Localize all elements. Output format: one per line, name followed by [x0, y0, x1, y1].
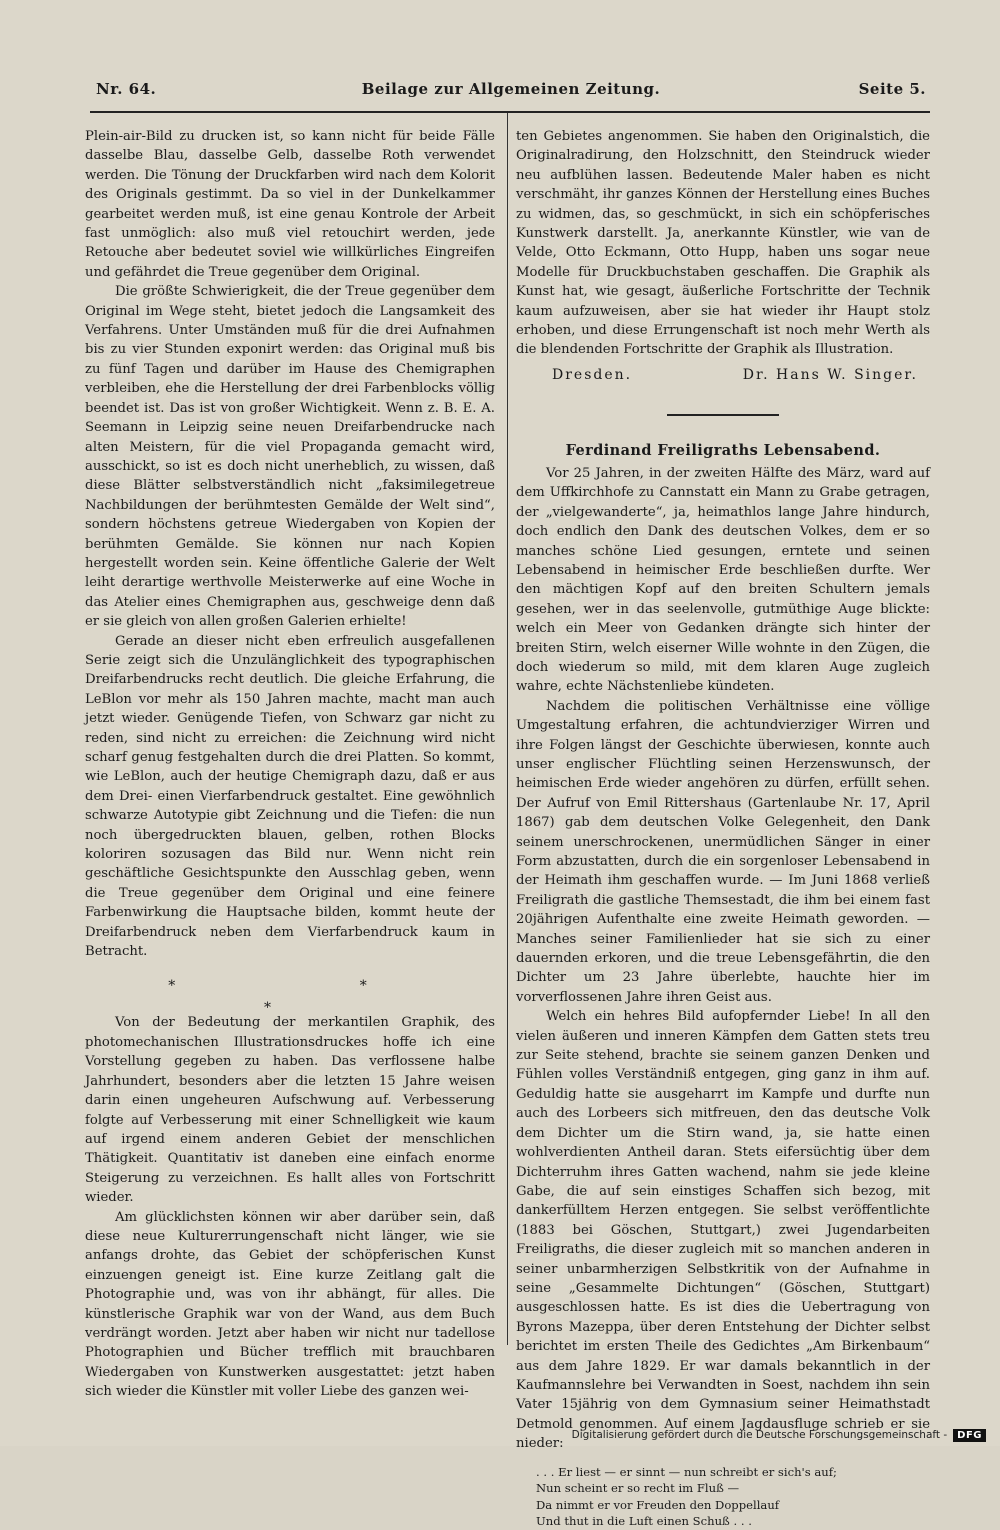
footer-text: Digitalisierung gefördert durch die Deutsche Forschungsgemeinschaft -: [571, 1429, 948, 1441]
left-column: [85, 127, 495, 1402]
page-number: Seite 5.: [858, 80, 926, 98]
signature-line: [516, 366, 930, 388]
paragraph: Plein-air-Bild zu drucken ist, so kann nicht für beide Fälle dasselbe Blau, dasselbe Gelb, dasselbe Roth verwendet werden. Die Tönung der Druckfarben wird nach dem Kolorit des Originals gestimmt. Da so viel in der Dunkelkammer gearbeitet werden muß, ist eine genau Kontrole der Arbeit fast unmöglich: also muß viel retouchirt werden, jede Retouche aber bedeutet soviel wie willkürliches Eingreifen und gefährdet die Treue gegenüber dem Original.: [85, 129, 495, 280]
paragraph: Von der Bedeutung der merkantilen Graphik, des photomechanischen Illustrationsdruckes hoffe ich eine Vorstellung gegeben zu haben. Das verflossene halbe Jahrhundert, besonders aber die letzten 15 Jahre weisen darin einen ungeheuren Aufschwung auf. Verbesserung folgte auf Verbesserung mit einer Schnelligkeit wie kaum auf irgend einem anderen Gebiet der menschlichen Thätigkeit. Quantitativ ist daneben eine einfach enorme Steigerung zu verzeichnen. Es hallt alles von Fortschritt wieder.: [85, 1015, 495, 1206]
poem-line: Und thut in die Luft einen Schuß . . .: [536, 1514, 752, 1529]
poem-line: Nun scheint er so recht im Fluß —: [536, 1481, 740, 1496]
dfg-logo: DFG: [953, 1429, 986, 1442]
paragraph: Gerade an dieser nicht eben erfreulich ausgefallenen Serie zeigt sich die Unzulänglichkeit des typographischen Dreifarbendrucks recht deutlich. Die gleiche Erfahrung, die LeBlon vor mehr als 150 Jahren machte, macht man auch jetzt wieder. Genügende Tiefen, von Schwarz gar nicht zu reden, sind nicht zu erreichen: die Zeichnung wird nicht scharf genug festgehalten durch die drei Platten. So kommt, wie LeBlon, auch der heutige Chemigraph dazu, daß er aus dem Drei- einen Vierfarbendruck gestaltet. Eine gewöhnlich schwarze Autotypie gibt Zeichnung und die Tiefen: die nun noch übergedruckten blauen, gelben, rothen Blocks koloriren sozusagen das Bild nur. Wenn nicht rein geschäftliche Gesichtspunkte den Ausschlag geben, wenn die Treue gegenüber dem Original und eine feinere Farbenwirkung die Hauptsache bilden, kommt heute der Dreifarbendruck neben dem Vierfarbendruck kaum in Betracht.: [85, 633, 495, 960]
header-rule: [90, 111, 930, 113]
paragraph: Die größte Schwierigkeit, die der Treue gegenüber dem Original im Wege steht, bietet jedoch die Langsamkeit des Verfahrens. Unter Umständen muß für die drei Aufnahmen bis zu vier Stunden exponirt werden: das Original muß bis zu fünf Tagen und darüber im Hause des Chemigraphen verbleiben, ehe die Herstellung der drei Farbenblocks völlig beendet ist. Das ist von großer Wichtigkeit. Wenn z. B. E. A. Seemann in Leipzig seine neuen Dreifarbendrucke nach alten Meistern, für die viel Propaganda gemacht wird, ausschickt, so ist es doch nicht unerheblich, zu wissen, daß diese Blätter selbstverständlich nicht „faksimilegetreue Nachbildungen der berühmtesten Gemälde der Welt sind“, sondern höchstens getreue Wiedergaben von Kopien der berühmten Gemälde. Sie können nur nach Kopien hergestellt worden sein. Keine öffentliche Galerie der Welt leiht derartige werthvolle Meisterwerke auf eine Woche in das Atelier eines Chemigraphen aus, geschweige denn daß er sie gleich von allen großen Galerien erhielte!: [85, 284, 495, 630]
paragraph: Nachdem die politischen Verhältnisse eine völlige Umgestaltung erfahren, die achtundvierziger Wirren und ihre Folgen längst der Geschichte überwiesen, konnte auch unser englischer Flüchtling seinen Herzenswunsch, der heimischen Erde wieder angehören zu dürfen, erfüllt sehen. Der Aufruf von Emil Rittershaus (Gartenlaube Nr. 17, April 1867) gab dem deutschen Volke Gelegenheit, den Dank seinem unerschrockenen, unermüdlichen Sänger in einer Form abzustatten, durch die ein sorgenloser Lebensabend in der Heimath ihm geschaffen wurde. — Im Juni 1868 verließ Freiligrath die gastliche Themsestadt, die ihm bei einem fast 20jährigen Aufenthalte eine zweite Heimath geworden. — Manches seiner Familienlieder hat sie sich zu einer dauernden erkoren, und die treue Lebensgefährtin, die den Dichter um 23 Jahre überlebte, hauchte hier im vorverflossenen Jahre ihren Geist aus.: [516, 698, 930, 1005]
article-divider: [667, 414, 779, 416]
right-column: [516, 127, 930, 1530]
issue-number: Nr. 64.: [96, 80, 157, 98]
column-divider: [507, 113, 508, 1345]
paragraph: Am glücklichsten können wir aber darüber sein, daß diese neue Kulturerrungenschaft nicht länger, wie sie anfangs drohte, das Gebiet der schöpferischen Kunst einzuengen geneigt ist. Eine kurze Zeitlang galt die Photographie und, was von ihr abhängt, für alles. Die künstlerische Graphik war von der Wand, aus dem Buch verdrängt worden. Jetzt aber haben wir nicht nur tadellose Photographien und Bücher trefflich mit brauchbaren Wiedergaben von Kunstwerken ausgestattet: jetzt haben sich wieder die Künstler mit voller Liebe des ganzen wei-: [85, 1209, 495, 1400]
paragraph: ten Gebietes angenommen. Sie haben den Originalstich, die Originalradirung, den Holzschnitt, den Steindruck wieder neu aufblühen lassen. Bedeutende Maler haben es nicht verschmäht, ihr ganzes Können der Herstellung eines Buches zu widmen, das, so geschmückt, in sich ein schöpferisches Kunstwerk darstellt. Ja, anerkannte Künstler, wie van de Velde, Otto Eckmann, Otto Hupp, haben uns sogar neue Modelle für Druckbuchstaben geschaffen. Die Graphik als Kunst hat, wie gesagt, äußerliche Fortschritte der Technik kaum aufzuweisen, aber sie hat wieder ihr Haupt stolz erhoben, und diese Errungenschaft ist noch mehr Werth als die blendenden Fortschritte der Graphik als Illustration.: [516, 129, 930, 358]
digitization-footer: [572, 1426, 986, 1444]
poem-quote: [536, 1464, 930, 1530]
poem-line: Da nimmt er vor Freuden den Doppellauf: [536, 1497, 780, 1512]
supplement-title: Beilage zur Allgemeinen Zeitung.: [361, 80, 661, 98]
article-title: Ferdinand Freiligraths Lebensabend.: [565, 441, 881, 459]
poem-line: . . . Er liest — er sinnt — nun schreibt er sich's auf;: [536, 1464, 837, 1479]
signature-place: Dresden.: [552, 366, 633, 383]
paragraph: Vor 25 Jahren, in der zweiten Hälfte des März, ward auf dem Uffkirchhofe zu Cannstatt ein Mann zu Grabe getragen, der „vielgewanderte“, ja, heimathlos lange Jahre hindurch, doch endlich den Dank des deutschen Volkes, dem er so manches schöne Lied gesungen, erntete und seinen Lebensabend in heimischer Erde beschließen durfte. Wer den mächtigen Kopf auf den breiten Schultern jemals gesehen, wer in das seelenvolle, gutmüthige Auge blickte: welch ein Meer von Gedanken drängte sich hinter der breiten Stirn, welch eiserner Wille wohnte in den Zügen, die doch wiederum so mild, mit dem klaren Auge zugleich wahre, echte Nächstenliebe kündeten.: [516, 465, 930, 695]
paragraph: Welch ein hehres Bild aufopfernder Liebe! In all den vielen äußeren und inneren Kämpfen dem Gatten stets treu zur Seite stehend, brachte sie seinem ganzen Denken und Fühlen volles Verständniß entgegen, ging ganz in ihm auf. Geduldig hatte sie ausgeharrt im Kampfe und durfte nun auch des Lorbeers sich mitfreuen, den das deutsche Volk dem Dichter um die Stirn wand, ja, sie hatte einen wohlverdienten Antheil daran. Stets eifersüchtig über dem Dichterruhm ihres Gatten wachend, nahm sie jede kleine Gabe, die auf sein einstiges Schaffen sich bezog, mit dankerfülltem Herzen entgegen. Sie selbst veröffentlichte (1883 bei Göschen, Stuttgart,) zwei Jugendarbeiten Freiligraths, die dieser zugleich mit so manchen anderen in seiner unbarmherzigen Selbstkritik von der Aufnahme in seine „Gesammelte Dichtungen“ (Göschen, Stuttgart) ausgeschlossen hatte. Es ist dies die Uebertragung von Byrons Mazeppa, über deren Entstehung der Dichter selbst berichtet im ersten Theile des Gedichtes „Am Birkenbaum“ aus dem Jahre 1829. Er war damals bekanntlich in der Kaufmannslehre bei Verwandten in Soest, nachdem ihn sein Vater 15jährig von dem Gymnasium seiner Heimathstadt Detmold genommen. Auf einem Jagdausfluge schrieb er sie nieder:: [516, 1009, 930, 1452]
section-separator: * * *: [168, 978, 457, 1017]
page-header: [96, 80, 926, 104]
signature-author: Dr. Hans W. Singer.: [742, 366, 918, 383]
